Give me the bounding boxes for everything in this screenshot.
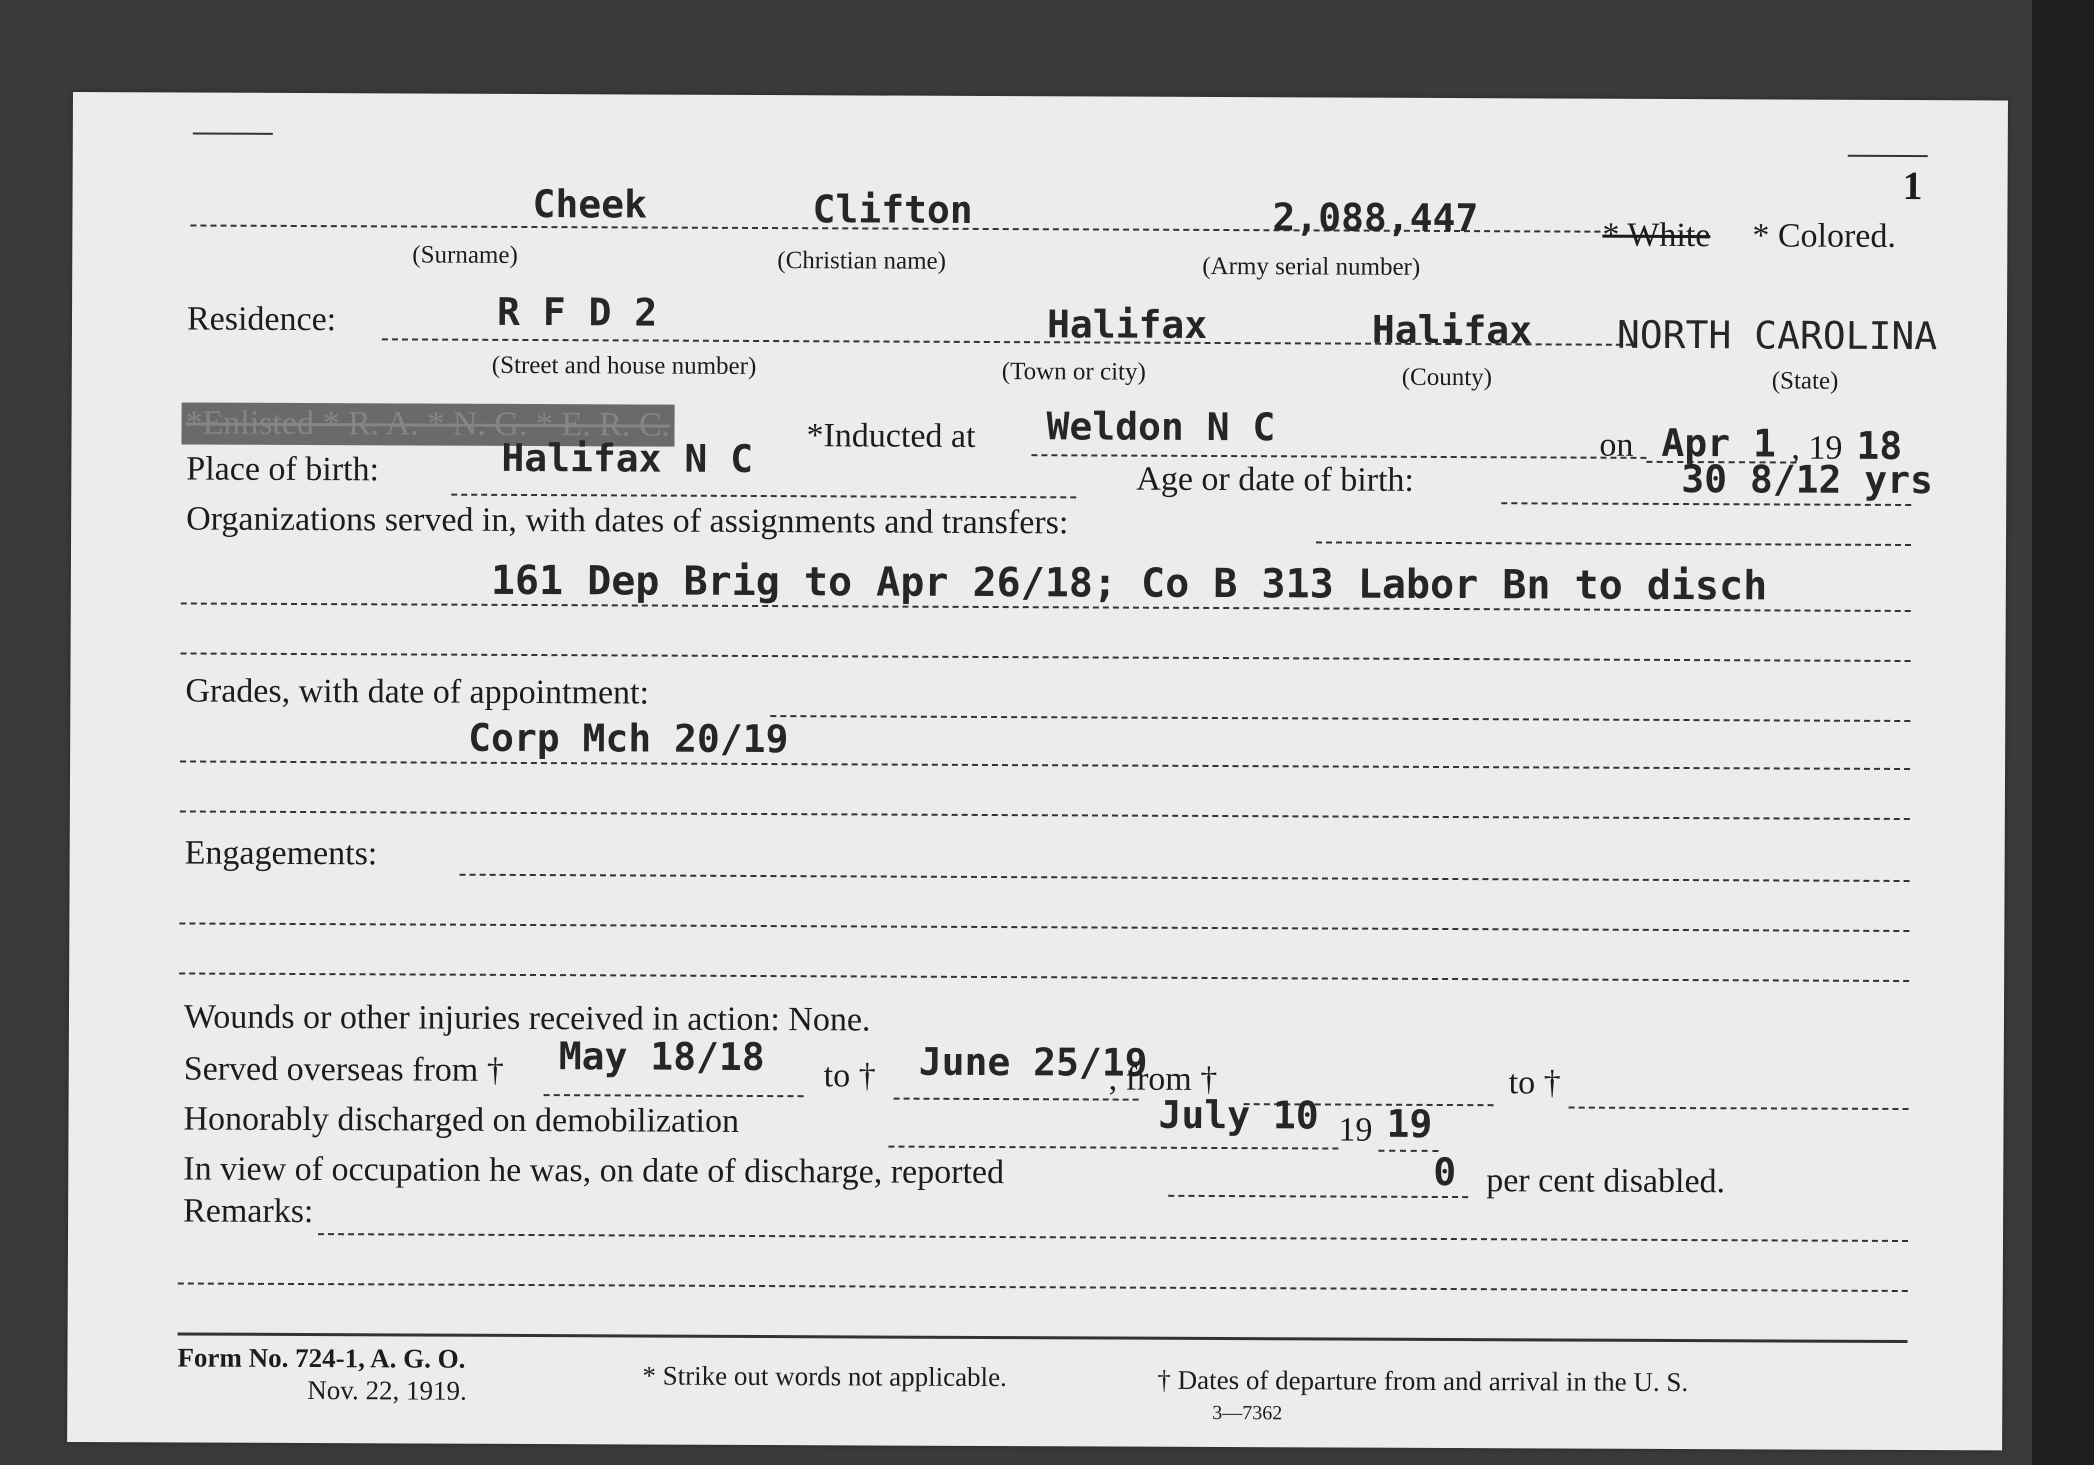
disability-value: 0 <box>1433 1149 1457 1195</box>
disability-line <box>1168 1195 1468 1198</box>
colored-label: * Colored. <box>1752 217 1897 255</box>
place-of-birth-line <box>451 494 1076 499</box>
christian-name-caption: (Christian name) <box>777 247 947 275</box>
county-caption: (County) <box>1401 363 1493 392</box>
town-value: Halifax <box>1046 302 1208 347</box>
place-of-birth-label: Place of birth: <box>186 450 380 489</box>
wounds-label: Wounds or other injuries received in action: None. <box>183 998 871 1039</box>
discharge-year-prefix: 19 <box>1338 1111 1373 1149</box>
county-value: Halifax <box>1371 307 1533 353</box>
organizations-line-1 <box>1316 541 1911 546</box>
age-label: Age or date of birth: <box>1136 460 1414 499</box>
remarks-line-1 <box>318 1233 1908 1242</box>
form-date: Nov. 22, 1919. <box>307 1375 467 1406</box>
induction-year-prefix: , 19 <box>1791 429 1843 467</box>
inducted-line <box>1031 454 1646 459</box>
overseas-to-value: June 25/19 <box>918 1039 1148 1085</box>
engagements-line-1 <box>460 874 1910 882</box>
place-of-birth-value: Halifax N C <box>501 435 754 481</box>
overseas-from2-label: , from † <box>1108 1060 1218 1099</box>
discharge-line <box>888 1146 1338 1150</box>
organizations-label: Organizations served in, with dates of assignments and transfers: <box>186 500 1069 542</box>
discharge-year-value: 19 <box>1386 1101 1433 1146</box>
grades-line-2 <box>180 760 1910 770</box>
inducted-at-value: Weldon N C <box>1046 404 1276 450</box>
overseas-from-value: May 18/18 <box>558 1034 765 1080</box>
street-value: R F D 2 <box>496 289 658 335</box>
discharge-date-value: July 10 <box>1158 1092 1319 1138</box>
organizations-value: 161 Dep Brig to Apr 26/18; Co B 313 Labor Bn to disch <box>490 557 1768 610</box>
overseas-to-line <box>894 1098 1139 1101</box>
organizations-line-3 <box>181 652 1911 662</box>
street-caption: (Street and house number) <box>491 351 757 380</box>
record-card <box>67 92 2008 1450</box>
discharge-label: Honorably discharged on demobilization <box>183 1100 740 1140</box>
enlisted-label: *Enlisted * R. A. * N. G. * E. R. C. <box>181 402 674 446</box>
serial-caption: (Army serial number) <box>1202 252 1421 281</box>
overseas-to-label: to † <box>823 1057 876 1095</box>
remarks-label: Remarks: <box>183 1192 314 1231</box>
wounds-value: None. <box>788 1001 871 1039</box>
overseas-to2-line <box>1569 1107 1909 1110</box>
state-value: NORTH CAROLINA <box>1616 312 1938 359</box>
overseas-to2-label: to † <box>1508 1064 1561 1102</box>
footer-rule <box>178 1332 1908 1343</box>
scan-edge <box>2032 0 2094 1465</box>
discharge-year-line <box>1378 1150 1438 1152</box>
age-value: 30 8/12 yrs <box>1681 457 1934 503</box>
white-label: * White <box>1602 216 1711 255</box>
surname-value: Cheek <box>532 182 648 227</box>
state-caption: (State) <box>1771 367 1839 395</box>
induction-year-value: 18 <box>1856 423 1903 468</box>
remarks-line-2 <box>178 1282 1908 1292</box>
overseas-from-line <box>544 1094 804 1097</box>
dates-note: † Dates of departure from and arrival in the U. S. <box>1157 1364 1689 1398</box>
serial-number-value: 2,088,447 <box>1272 195 1479 241</box>
overseas-label: Served overseas from † <box>183 1050 504 1089</box>
strike-note: * Strike out words not applicable. <box>642 1360 1007 1393</box>
engagements-line-2 <box>179 922 1909 932</box>
top-right-rule <box>1848 155 1928 157</box>
on-label: on <box>1599 426 1634 464</box>
town-caption: (Town or city) <box>1001 358 1146 386</box>
form-code: 3—7362 <box>1212 1401 1283 1425</box>
surname-caption: (Surname) <box>412 241 518 269</box>
page-number: 1 <box>1902 162 1923 209</box>
grades-line-1 <box>770 715 1910 722</box>
grades-line-3 <box>180 810 1910 820</box>
christian-name-value: Clifton <box>812 187 973 232</box>
disability-suffix: per cent disabled. <box>1486 1162 1726 1201</box>
residence-label: Residence: <box>186 300 337 339</box>
inducted-label: *Inducted at <box>806 417 976 455</box>
grades-label: Grades, with date of appointment: <box>185 672 650 712</box>
form-number: Form No. 724-1, A. G. O. <box>177 1342 466 1374</box>
induction-date-value: Apr 1 <box>1661 420 1776 466</box>
engagements-line-3 <box>179 972 1909 982</box>
engagements-label: Engagements: <box>184 834 378 873</box>
age-line <box>1501 502 1911 506</box>
grades-value: Corp Mch 20/19 <box>468 715 789 762</box>
top-left-rule <box>193 133 273 135</box>
disability-label: In view of occupation he was, on date of discharge, reported <box>183 1150 1005 1192</box>
